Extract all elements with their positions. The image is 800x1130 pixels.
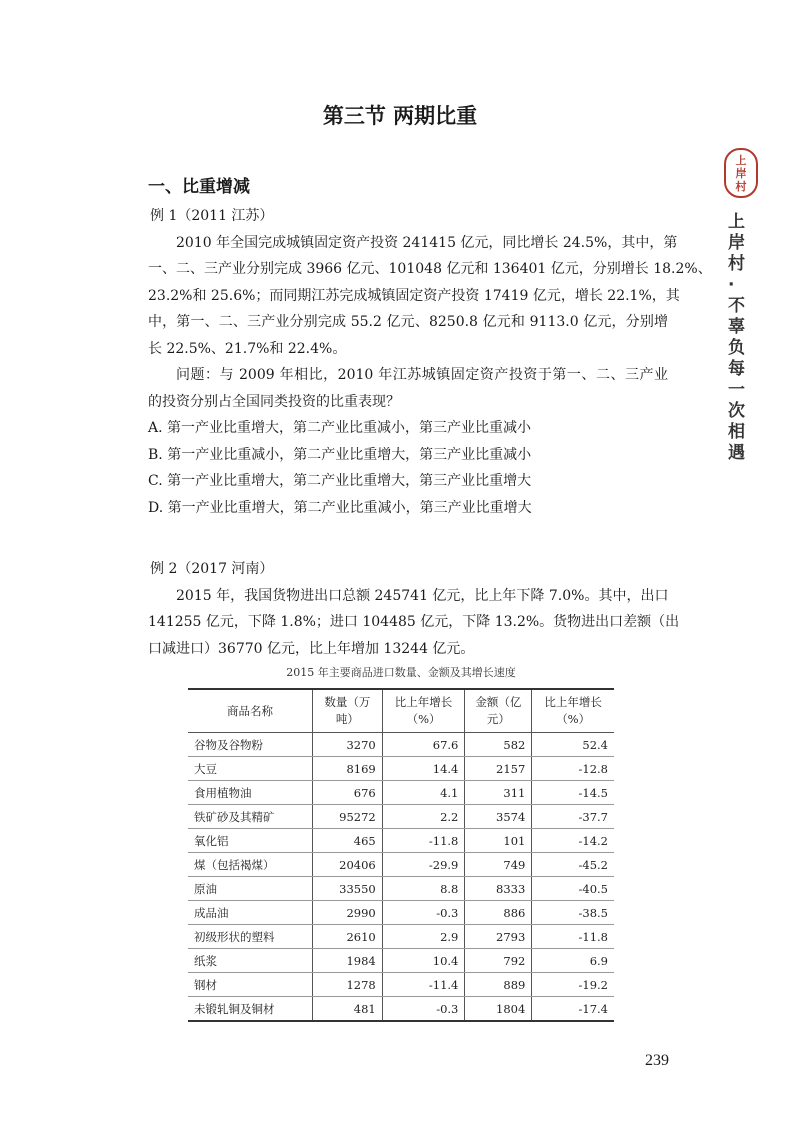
table-cell-value: 10.4 [382,949,465,973]
table-cell-name: 原油 [188,877,313,901]
section-heading: 一、比重增减 [148,177,250,197]
table-cell-value: 8.8 [382,877,465,901]
example-1-line: 长 22.5%、21.7%和 22.4%。 [148,340,347,357]
table-cell-value: 95272 [313,805,383,829]
table-header-row [188,689,614,733]
table-row [188,853,614,877]
example-1-question: 的投资分别占全国同类投资的比重表现？ [148,393,400,410]
page-number: 239 [645,1052,669,1069]
table-cell-value: -12.8 [532,757,614,781]
table-cell-value: 886 [465,901,532,925]
table-cell-value: -11.4 [382,973,465,997]
table-cell-value: -14.2 [532,829,614,853]
table-cell-value: -17.4 [532,997,614,1022]
table-cell-value: 8333 [465,877,532,901]
table-row [188,829,614,853]
example-1 [148,203,712,521]
table-cell-value: 2990 [313,901,383,925]
page-title: 第三节 两期比重 [322,104,478,128]
header-quantity: 数量（万吨） [313,689,383,733]
example-1-line: 一、二、三产业分别完成 3966 亿元、101048 亿元和 136401 亿元，分别增长 18.2%、 [148,261,712,277]
table-cell-name: 成品油 [188,901,313,925]
table-cell-value: 1278 [313,973,383,997]
brand-seal-logo: 上 岸 村 [724,148,758,198]
table-cell-name: 谷物及谷物粉 [188,733,313,757]
table-cell-value: -0.3 [382,901,465,925]
example-1-question: 问题：与 2009 年相比，2010 年江苏城镇固定资产投资于第一、二、三产业 [176,367,668,383]
table-cell-value: -19.2 [532,973,614,997]
table-cell-value: 33550 [313,877,383,901]
table-row [188,997,614,1022]
table-cell-name: 未锻轧铜及铜材 [188,997,313,1022]
table-cell-value: 14.4 [382,757,465,781]
table-row [188,733,614,757]
example-1-label: 例 1（2011 江苏） [150,208,274,224]
table-cell-value: 582 [465,733,532,757]
example-1-line: 2010 年全国完成城镇固定资产投资 241415 亿元，同比增长 24.5%，其中，第 [176,234,678,251]
table-cell-value: -11.8 [382,829,465,853]
table-row [188,925,614,949]
table-cell-name: 铁矿砂及其精矿 [188,805,313,829]
table-cell-value: 2.2 [382,805,465,829]
table-cell-name: 煤（包括褐煤） [188,853,313,877]
header-amount: 金额（亿元） [465,689,532,733]
example-2-line: 2015 年，我国货物进出口总额 245741 亿元，比上年下降 7.0%。其中，出口 [176,587,669,604]
table-cell-value: -14.5 [532,781,614,805]
table-row [188,949,614,973]
header-item-name: 商品名称 [188,689,313,733]
example-1-line: 中，第一、二、三产业分别完成 55.2 亿元、8250.8 亿元和 9113.0 亿元，分别增 [148,314,668,330]
table-cell-value: 2610 [313,925,383,949]
header-amount-growth: 比上年增长（%） [532,689,614,733]
table-row [188,973,614,997]
table-cell-value: -40.5 [532,877,614,901]
table-cell-value: 3574 [465,805,532,829]
table-cell-value: 481 [313,997,383,1022]
side-brand [720,148,764,464]
table-cell-name: 食用植物油 [188,781,313,805]
table-cell-name: 初级形状的塑料 [188,925,313,949]
table-cell-value: 749 [465,853,532,877]
example-1-line: 23.2%和 25.6%；而同期江苏完成城镇固定资产投资 17419 亿元，增长 22.1%，其 [148,287,680,304]
table-cell-value: 676 [313,781,383,805]
table-cell-value: 311 [465,781,532,805]
example-2 [148,556,680,662]
table-cell-value: 1984 [313,949,383,973]
table-cell-value: 20406 [313,853,383,877]
table-cell-value: 2.9 [382,925,465,949]
table-cell-value: 3270 [313,733,383,757]
table-cell-value: -0.3 [382,997,465,1022]
table-cell-value: 2157 [465,757,532,781]
table-cell-value: -45.2 [532,853,614,877]
table-cell-value: 465 [313,829,383,853]
option-d: D. 第一产业比重增大，第二产业比重减小，第三产业比重增大 [148,499,532,516]
table-cell-value: 101 [465,829,532,853]
example-2-line: 口减进口）36770 亿元，比上年增加 13244 亿元。 [148,640,475,657]
table-row [188,781,614,805]
table-row [188,805,614,829]
table-cell-value: 889 [465,973,532,997]
table-cell-name: 大豆 [188,757,313,781]
example-2-line: 141255 亿元，下降 1.8%；进口 104485 亿元，下降 13.2%。货物进出口差额（出 [148,614,680,630]
table-cell-value: -38.5 [532,901,614,925]
table-cell-name: 纸浆 [188,949,313,973]
header-quantity-growth: 比上年增长（%） [382,689,465,733]
table-cell-value: 8169 [313,757,383,781]
table-cell-value: 1804 [465,997,532,1022]
table-cell-value: 6.9 [532,949,614,973]
brand-slogan: 上岸村·不辜负每一次相遇 [728,212,745,463]
option-c: C. 第一产业比重增大，第二产业比重增大，第三产业比重增大 [148,473,532,489]
example-2-label: 例 2（2017 河南） [150,561,274,577]
table-cell-name: 钢材 [188,973,313,997]
table-cell-value: -29.9 [382,853,465,877]
table-row [188,757,614,781]
table-cell-value: 67.6 [382,733,465,757]
table-cell-value: -11.8 [532,925,614,949]
table-caption: 2015 年主要商品进口数量、金额及其增长速度 [286,666,516,679]
table-cell-value: 52.4 [532,733,614,757]
import-table [188,688,614,1022]
option-a: A. 第一产业比重增大，第二产业比重减小，第三产业比重减小 [148,420,532,436]
table-cell-value: 4.1 [382,781,465,805]
table-cell-name: 氧化铝 [188,829,313,853]
option-b: B. 第一产业比重减小，第二产业比重增大，第三产业比重减小 [148,446,532,463]
table-cell-value: -37.7 [532,805,614,829]
table-cell-value: 2793 [465,925,532,949]
table-row [188,877,614,901]
table-cell-value: 792 [465,949,532,973]
table-row [188,901,614,925]
